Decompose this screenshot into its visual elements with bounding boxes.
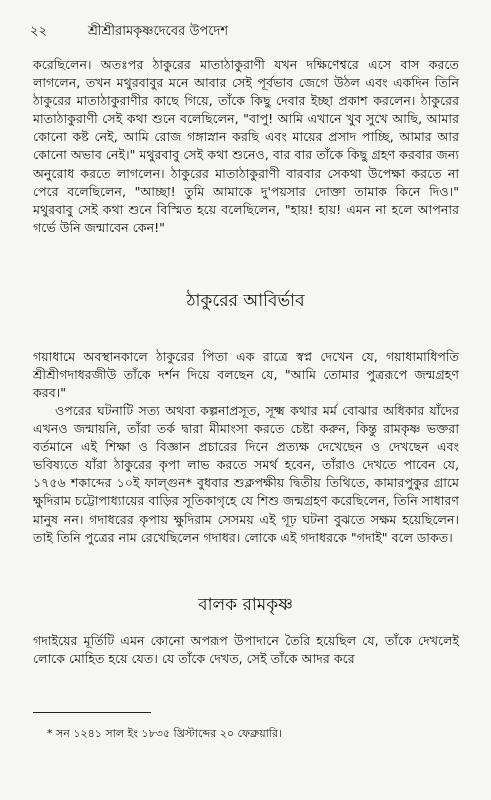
- footnote-divider: [33, 712, 151, 713]
- paragraph-gaya-dream: গয়াধামে অবস্থানকালে ঠাকুরের পিতা এক রাত্রে স্বপ্ন দেখেন যে, গয়াধামাধিপতি শ্রীশ্রীগদাধরজীউ তাঁকে দর্শন দিয়ে বলছেন যে, "আমি তোমার পুত্ররূপে জন্মগ্রহণ করব।": [33, 349, 459, 401]
- running-title: শ্রীশ্রীরামকৃষ্ণদেবের উপদেশ: [88, 24, 229, 39]
- section-heading-advent: ঠাকুরের আবির্ভাব: [186, 291, 305, 311]
- footnote: * সন ১২৪১ সাল ইং ১৮৩৫ খ্রিস্টাব্দের ২০ ফেব্রুয়ারি।: [47, 727, 282, 740]
- page-header: [30, 22, 461, 42]
- paragraph-birth: ওপরের ঘটনাটি সত্য অথবা কল্পনাপ্রসূত, সূক্ষ্ম কথার মর্ম বোঝার অধিকার যাঁদের এখনও জন্মায়নি, তাঁরা তর্ক দ্বারা মীমাংসা করতে চেষ্টা করুন, কিন্তু রামকৃষ্ণ ভক্তরা বর্তমানে এই শিক্ষা ও বিজ্ঞান প্রচারের দিনে প্রত্যক্ষ দেখেছেন ও দেখছেন এবং ভবিষ্যতে যাঁরা ঠাকুরের কৃপা লাভ করতে সমর্থ হবেন, তাঁরাও দেখতে পাবেন যে, ১৭৫৬ শকাব্দের ১০ই ফাল্গুন* বুধবার শুক্লপক্ষীয় দ্বিতীয় তিথিতে, কামারপুকুর গ্রামে ক্ষুদিরাম চট্টোপাধ্যায়ের বাড়ির সূতিকাগৃহে যে শিশু জন্মগ্রহণ করেছিলেন, তিনি সাধারণ মানুষ নন। গদাধরের কৃপায় ক্ষুদিরাম সেসময় এই গূঢ় ঘটনা বুঝতে সক্ষম হয়েছিলেন। তাই তিনি পুত্রের নাম রেখেছিলেন গদাধর। লোকে এই গদাধরকে "গদাই" বলে ডাকত।: [33, 403, 459, 545]
- section-heading-boy-ramakrishna: বালক রামকৃষ্ণ: [198, 595, 293, 615]
- paragraph-mathurbabu: করেছিলেন। অতঃপর ঠাকুরের মাতাঠাকুরাণী যখন দক্ষিণেশ্বরে এসে বাস করতে লাগলেন, তখন মথুরবাবুর মনে আবার সেই পূর্বভাব জেগে উঠল এবং একদিন তিনি ঠাকুরের মাতাঠাকুরাণীর কাছে গিয়ে, তাঁকে কিছু দেবার ইচ্ছা প্রকাশ করলেন। ঠাকুরের মাতাঠাকুরাণী সেই কথা শুনে বলেছিলেন, "বাপু! আমি এখানে খুব সুখে আছি, আমার কোনো কষ্ট নেই, আমি রোজ গঙ্গাস্নান করছি এবং মায়ের প্রসাদ পাচ্ছি, আমার আর কোনো অভাব নেই।" মথুরবাবু সেই কথা শুনেও, বার বার তাঁকে কিছু গ্রহণ করবার জন্য অনুরোধ করতে লাগলেন। ঠাকুরের মাতাঠাকুরাণী বারবার সেকথা উপেক্ষা করতে না পেরে বলেছিলেন, "আচ্ছা! তুমি আমাকে দু'পয়সার দোক্তা তামাক কিনে দিও।" মথুরবাবু সেই কথা শুনে বিস্মিত হয়ে বলেছিলেন, "হায়! হায়! এমন না হলে আপনার গর্ভে উনি জন্মাবেন কেন!": [33, 57, 459, 235]
- page-number: ২২: [30, 24, 47, 39]
- paragraph-gadai: গদাইয়ের মূর্তিটি এমন কোনো অপরূপ উপাদানে তৈরি হয়েছিল যে, তাঁকে দেখলেই লোকে মোহিত হয়ে যেত। যে তাঁকে দেখত, সেই তাঁকে আদর করে: [33, 633, 459, 667]
